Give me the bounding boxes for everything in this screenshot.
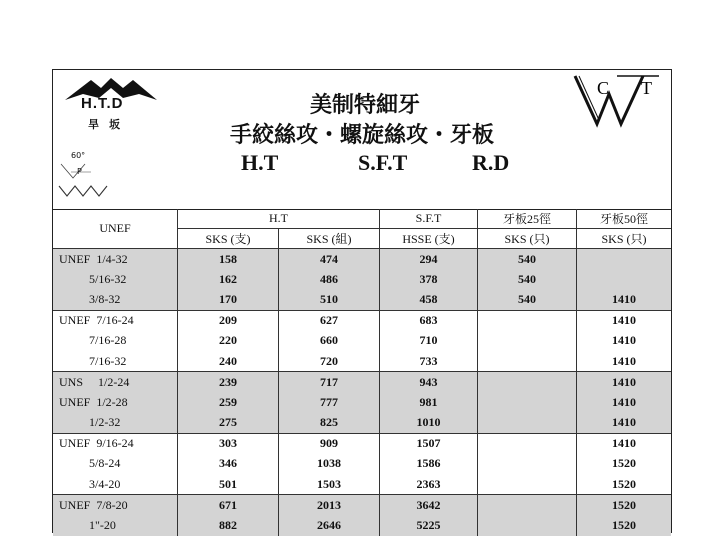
table-row: [53, 515, 671, 535]
code-sft: S.F.T: [358, 150, 408, 175]
price-cell: 1410: [577, 289, 672, 310]
price-cell: 170: [178, 289, 279, 310]
sub-header-sks-set: SKS (組): [279, 229, 380, 249]
price-cell: 162: [178, 269, 279, 289]
table-row: [53, 413, 671, 434]
group-header-rd25: 牙板25徑: [478, 209, 577, 229]
table-row: [53, 372, 671, 393]
price-cell: 1410: [577, 372, 672, 393]
price-cell: 909: [279, 433, 380, 454]
table-row: [53, 474, 671, 495]
price-cell: 660: [279, 331, 380, 351]
col-header-unef: UNEF: [53, 209, 178, 249]
table-row: [53, 289, 671, 310]
price-cell: 1410: [577, 413, 672, 434]
price-cell: 1410: [577, 351, 672, 372]
thread-size-cell: UNEF 7/8-20: [53, 495, 178, 516]
price-cell: 1410: [577, 392, 672, 412]
thread-size-cell: UNEF 1/4-32: [53, 249, 178, 270]
code-rd: R.D: [472, 150, 510, 175]
price-cell: [478, 331, 577, 351]
thread-size-cell: 7/16-28: [53, 331, 178, 351]
brand-logo-subtext: 旱坂: [88, 118, 130, 131]
price-cell: 1410: [577, 331, 672, 351]
price-cell: [478, 310, 577, 331]
thread-size-cell: 5/8-24: [53, 454, 178, 474]
price-cell: [478, 454, 577, 474]
thread-size-cell: 3/4-20: [53, 474, 178, 495]
sub-header-sks-50: SKS (只): [577, 229, 672, 249]
thread-size-cell: 1/2-32: [53, 413, 178, 434]
price-cell: 1038: [279, 454, 380, 474]
price-cell: 474: [279, 249, 380, 270]
price-cell: 458: [380, 289, 478, 310]
price-cell: 1507: [380, 433, 478, 454]
price-cell: 158: [178, 249, 279, 270]
price-cell: 2646: [279, 515, 380, 535]
price-cell: 683: [380, 310, 478, 331]
price-cell: 710: [380, 331, 478, 351]
price-cell: [478, 413, 577, 434]
price-cell: 825: [279, 413, 380, 434]
table-row: [53, 331, 671, 351]
price-cell: 1010: [380, 413, 478, 434]
price-cell: 303: [178, 433, 279, 454]
price-cell: [478, 372, 577, 393]
table-row: [53, 454, 671, 474]
price-cell: 540: [478, 289, 577, 310]
price-cell: [478, 495, 577, 516]
price-cell: 733: [380, 351, 478, 372]
price-cell: 294: [380, 249, 478, 270]
price-cell: 1503: [279, 474, 380, 495]
price-sheet: [52, 69, 672, 533]
price-cell: 510: [279, 289, 380, 310]
thread-pitch-label: P: [77, 167, 82, 176]
price-cell: 1586: [380, 454, 478, 474]
price-cell: 540: [478, 249, 577, 270]
thread-size-cell: 5/16-32: [53, 269, 178, 289]
title-line-1: 美制特細牙: [309, 92, 420, 118]
group-header-ht: H.T: [178, 209, 380, 229]
price-cell: 5225: [380, 515, 478, 535]
price-table: [53, 209, 671, 536]
thread-size-cell: 7/16-32: [53, 351, 178, 372]
group-header-sft: S.F.T: [380, 209, 478, 229]
price-cell: 1520: [577, 515, 672, 535]
price-cell: 220: [178, 331, 279, 351]
thread-size-cell: UNEF 7/16-24: [53, 310, 178, 331]
price-cell: 943: [380, 372, 478, 393]
table-row: [53, 249, 671, 270]
cwt-logo-letter-t: T: [641, 78, 652, 98]
table-row: [53, 269, 671, 289]
thread-angle-label: 60°: [71, 151, 86, 160]
price-cell: 717: [279, 372, 380, 393]
price-cell: 209: [178, 310, 279, 331]
thread-size-cell: UNEF 9/16-24: [53, 433, 178, 454]
price-cell: 486: [279, 269, 380, 289]
price-cell: [577, 269, 672, 289]
price-cell: 2363: [380, 474, 478, 495]
sub-header-hsse: HSSE (支): [380, 229, 478, 249]
code-ht: H.T: [241, 150, 279, 175]
price-cell: 240: [178, 351, 279, 372]
header: [53, 70, 671, 210]
price-cell: 720: [279, 351, 380, 372]
sub-header-sks-25: SKS (只): [478, 229, 577, 249]
price-cell: 1520: [577, 474, 672, 495]
price-cell: 275: [178, 413, 279, 434]
price-cell: 882: [178, 515, 279, 535]
price-cell: 2013: [279, 495, 380, 516]
price-cell: [577, 249, 672, 270]
price-cell: 1520: [577, 495, 672, 516]
brand-logo-text: H.T.D: [81, 95, 124, 112]
price-cell: 378: [380, 269, 478, 289]
price-cell: 671: [178, 495, 279, 516]
price-cell: [478, 515, 577, 535]
group-header-rd50: 牙板50徑: [577, 209, 672, 229]
price-cell: [478, 351, 577, 372]
price-cell: 3642: [380, 495, 478, 516]
price-cell: 981: [380, 392, 478, 412]
price-cell: 239: [178, 372, 279, 393]
thread-size-cell: 3/8-32: [53, 289, 178, 310]
price-cell: [478, 433, 577, 454]
thread-size-cell: UNEF 1/2-28: [53, 392, 178, 412]
price-cell: 540: [478, 269, 577, 289]
price-cell: 501: [178, 474, 279, 495]
price-cell: [478, 474, 577, 495]
cwt-logo-icon: [571, 72, 665, 128]
table-row: [53, 351, 671, 372]
price-cell: 1520: [577, 454, 672, 474]
price-cell: 259: [178, 392, 279, 412]
cwt-logo-letter-c: C: [597, 78, 610, 98]
price-cell: 346: [178, 454, 279, 474]
price-cell: 777: [279, 392, 380, 412]
table-row: [53, 433, 671, 454]
thread-size-cell: 1"-20: [53, 515, 178, 535]
table-row: [53, 310, 671, 331]
thread-size-cell: UNS 1/2-24: [53, 372, 178, 393]
price-cell: 627: [279, 310, 380, 331]
table-row: [53, 392, 671, 412]
price-cell: 1410: [577, 433, 672, 454]
table-row: [53, 495, 671, 516]
sub-header-sks-pc: SKS (支): [178, 229, 279, 249]
price-cell: [478, 392, 577, 412]
price-cell: 1410: [577, 310, 672, 331]
title-line-2: 手絞絲攻・螺旋絲攻・牙板: [229, 122, 494, 148]
